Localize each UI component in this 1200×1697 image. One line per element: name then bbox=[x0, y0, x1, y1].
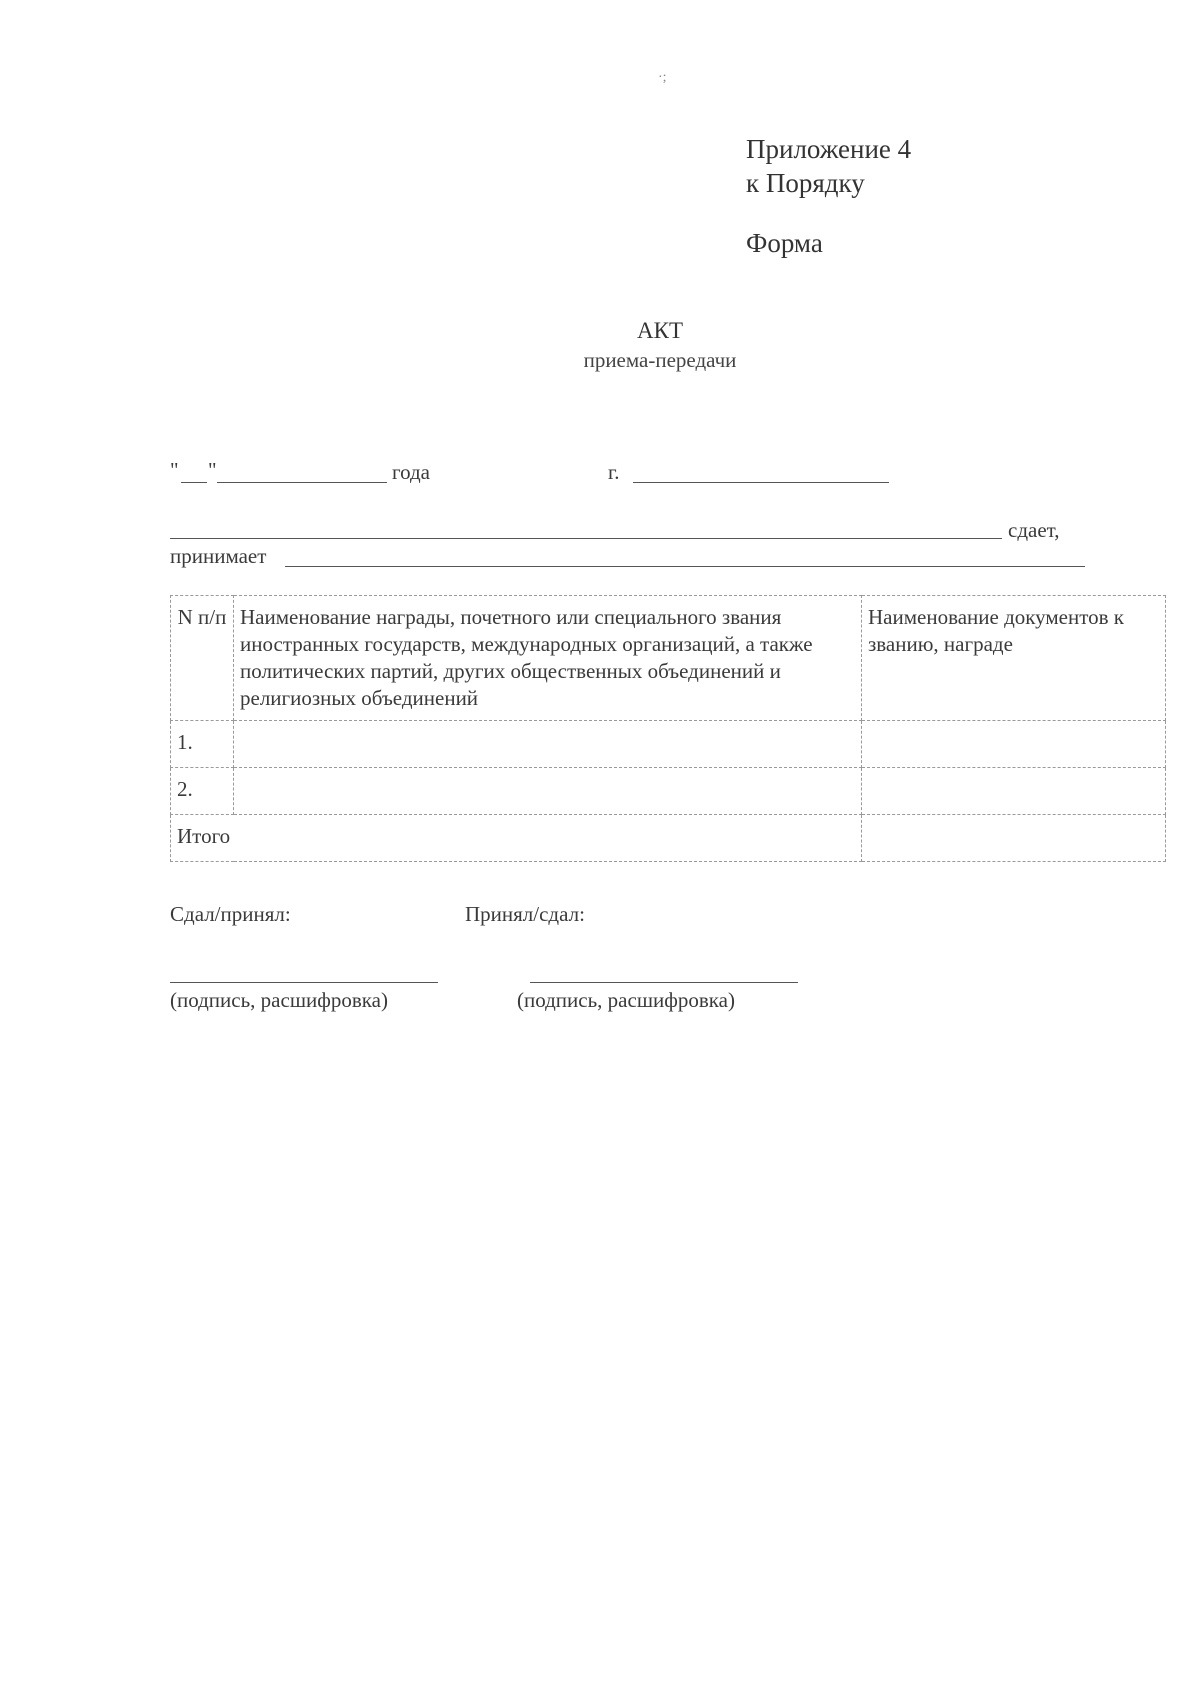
scan-speck: ·; bbox=[658, 70, 667, 85]
right-signature-caption: (подпись, расшифровка) bbox=[517, 988, 735, 1012]
table-header-row bbox=[171, 596, 1166, 721]
city-field-line bbox=[633, 482, 889, 483]
awards-table bbox=[170, 595, 1166, 862]
header-number: N п/п bbox=[171, 596, 234, 721]
receiver-field-line bbox=[285, 566, 1085, 567]
appendix-order-reference: к Порядку bbox=[746, 168, 865, 198]
row-documents bbox=[862, 721, 1166, 768]
giver-field-line bbox=[170, 538, 1002, 539]
document-subtitle: приема-передачи bbox=[583, 348, 737, 372]
row-award-name bbox=[234, 721, 862, 768]
row-documents bbox=[862, 768, 1166, 815]
receives-label: принимает bbox=[170, 544, 267, 568]
left-signer-label: Сдал/принял: bbox=[170, 902, 291, 926]
left-signature-line bbox=[170, 982, 438, 983]
gives-label: сдает, bbox=[1008, 518, 1060, 542]
total-label: Итого bbox=[171, 815, 862, 862]
left-signature-caption: (подпись, расшифровка) bbox=[170, 988, 388, 1012]
header-award-name: Наименование награды, почетного или специального звания иностранных государств, международных организаций, а также политических партий, других общественных объединений и религиозных объединений bbox=[234, 596, 862, 721]
document-title: АКТ bbox=[637, 318, 683, 343]
row-number: 1. bbox=[171, 721, 234, 768]
date-quote-open: " bbox=[170, 458, 179, 482]
row-award-name bbox=[234, 768, 862, 815]
right-signature-line bbox=[530, 982, 798, 983]
day-field-line bbox=[181, 482, 207, 483]
row-number: 2. bbox=[171, 768, 234, 815]
appendix-number: Приложение 4 bbox=[746, 134, 912, 164]
header-documents: Наименование документов к званию, награде bbox=[862, 596, 1166, 721]
month-field-line bbox=[217, 482, 387, 483]
date-quote-close: " bbox=[208, 458, 217, 482]
table-row bbox=[171, 768, 1166, 815]
form-label: Форма bbox=[746, 228, 823, 258]
appendix-reference bbox=[746, 132, 911, 200]
year-label: года bbox=[392, 460, 430, 484]
right-signer-label: Принял/сдал: bbox=[465, 902, 585, 926]
table-row bbox=[171, 721, 1166, 768]
total-documents bbox=[862, 815, 1166, 862]
table-total-row bbox=[171, 815, 1166, 862]
city-label: г. bbox=[608, 460, 620, 484]
